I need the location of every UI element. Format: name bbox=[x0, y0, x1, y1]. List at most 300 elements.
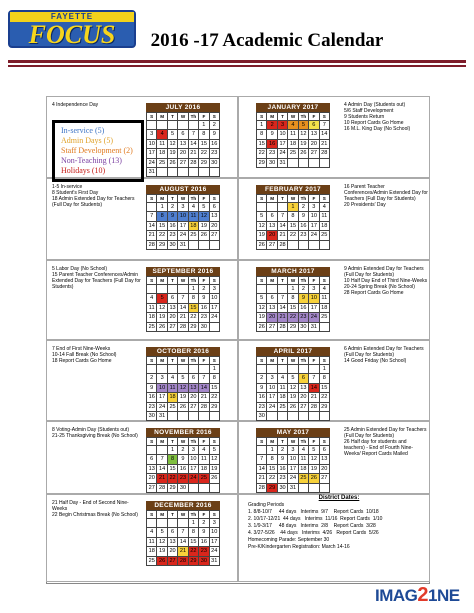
day-cell bbox=[299, 412, 309, 421]
notes-right bbox=[344, 427, 428, 457]
day-cell: 22 bbox=[199, 149, 209, 158]
day-cell: 2 bbox=[299, 285, 309, 294]
day-cell: 19 bbox=[199, 222, 209, 231]
day-cell: 9 bbox=[210, 130, 220, 139]
day-cell: 20 bbox=[178, 149, 188, 158]
day-cell: 27 bbox=[178, 159, 188, 168]
day-cell bbox=[288, 241, 298, 250]
month-grid bbox=[256, 356, 330, 421]
day-cell: 18 bbox=[278, 393, 288, 402]
weekday-header: Th bbox=[299, 277, 309, 285]
day-cell: 3 bbox=[210, 285, 220, 294]
day-cell: 22 bbox=[288, 231, 298, 240]
day-cell: 27 bbox=[320, 474, 330, 483]
day-cell: 13 bbox=[320, 455, 330, 464]
day-cell: 5 bbox=[288, 374, 298, 383]
day-cell: 27 bbox=[267, 323, 277, 332]
day-cell: 6 bbox=[168, 294, 178, 303]
day-cell: 30 bbox=[257, 412, 267, 421]
day-cell: 9 bbox=[257, 384, 267, 393]
month-calendar bbox=[256, 428, 330, 493]
day-cell bbox=[210, 241, 220, 250]
day-cell: 28 bbox=[309, 403, 319, 412]
note-line: 8 Student's First Day bbox=[52, 190, 99, 196]
day-cell: 30 bbox=[267, 159, 277, 168]
month-title: NOVEMBER 2016 bbox=[146, 428, 220, 437]
day-cell: 25 bbox=[320, 231, 330, 240]
day-cell: 7 bbox=[147, 212, 157, 221]
day-cell bbox=[147, 365, 157, 374]
day-cell: 1 bbox=[267, 446, 277, 455]
day-cell: 2 bbox=[257, 374, 267, 383]
day-cell: 16 bbox=[199, 304, 209, 313]
day-cell bbox=[199, 241, 209, 250]
day-cell: 19 bbox=[157, 547, 167, 556]
day-cell: 12 bbox=[257, 222, 267, 231]
day-cell: 12 bbox=[288, 384, 298, 393]
day-cell bbox=[157, 285, 167, 294]
day-cell: 15 bbox=[168, 465, 178, 474]
day-cell: 10 bbox=[278, 130, 288, 139]
day-cell: 30 bbox=[178, 484, 188, 493]
notes-left bbox=[52, 102, 140, 108]
day-cell: 23 bbox=[178, 474, 188, 483]
day-cell: 11 bbox=[320, 212, 330, 221]
day-cell: 4 bbox=[147, 294, 157, 303]
day-cell bbox=[199, 168, 209, 177]
legend-item: Admin Days (5) bbox=[61, 136, 113, 145]
day-cell: 12 bbox=[157, 538, 167, 547]
day-cell bbox=[267, 203, 277, 212]
weekday-header: S bbox=[257, 277, 267, 285]
day-cell bbox=[210, 484, 220, 493]
imagine-logo bbox=[375, 584, 460, 607]
note-line: 16 M.L. King Day (No School) bbox=[344, 126, 411, 132]
day-cell: 1 bbox=[320, 365, 330, 374]
day-cell: 19 bbox=[178, 393, 188, 402]
month-calendar bbox=[256, 103, 330, 168]
day-cell: 7 bbox=[199, 374, 209, 383]
day-cell: 13 bbox=[168, 304, 178, 313]
day-cell: 23 bbox=[199, 547, 209, 556]
day-cell: 17 bbox=[210, 304, 220, 313]
day-cell: 11 bbox=[299, 455, 309, 464]
day-cell: 17 bbox=[309, 222, 319, 231]
day-cell: 24 bbox=[189, 474, 199, 483]
day-cell: 24 bbox=[210, 313, 220, 322]
month-calendar bbox=[146, 267, 220, 332]
day-cell: 25 bbox=[147, 323, 157, 332]
weekday-header: W bbox=[178, 277, 188, 285]
day-cell: 26 bbox=[210, 474, 220, 483]
day-cell: 11 bbox=[320, 294, 330, 303]
weekday-header: M bbox=[157, 357, 167, 365]
day-cell bbox=[299, 484, 309, 493]
day-cell: 13 bbox=[299, 384, 309, 393]
weekday-header: S bbox=[320, 113, 330, 121]
day-cell: 5 bbox=[210, 446, 220, 455]
day-cell: 18 bbox=[199, 465, 209, 474]
weekday-header: W bbox=[178, 195, 188, 203]
month-grid bbox=[146, 194, 220, 250]
day-cell: 8 bbox=[320, 374, 330, 383]
page-title: 2016 -17 Academic Calendar bbox=[150, 30, 384, 51]
notes-right bbox=[344, 102, 428, 132]
day-cell: 5 bbox=[257, 294, 267, 303]
day-cell: 1 bbox=[288, 285, 298, 294]
day-cell: 21 bbox=[147, 231, 157, 240]
day-cell: 16 bbox=[299, 304, 309, 313]
legend-item: Non-Teaching (13) bbox=[61, 156, 122, 165]
district-line: 1. 8/8-10/7 44 days Interims 9/7 Report Cards 10/18 bbox=[248, 509, 379, 515]
day-cell: 10 bbox=[288, 455, 298, 464]
day-cell bbox=[157, 519, 167, 528]
note-line: 8 Voting-Admin Day (Students out) bbox=[52, 427, 129, 433]
day-cell: 22 bbox=[189, 547, 199, 556]
logo-top-text: FAYETTE bbox=[10, 12, 134, 22]
day-cell: 17 bbox=[189, 465, 199, 474]
day-cell: 4 bbox=[157, 130, 167, 139]
month-grid bbox=[256, 276, 330, 332]
weekday-header: T bbox=[168, 511, 178, 519]
note-line: 10 Report Cards Go Home bbox=[344, 120, 404, 126]
day-cell: 29 bbox=[267, 484, 277, 493]
weekday-header: S bbox=[147, 113, 157, 121]
weekday-header: F bbox=[309, 113, 319, 121]
notes-right bbox=[344, 184, 428, 208]
day-cell: 30 bbox=[147, 412, 157, 421]
note-line: 20 Presidents' Day bbox=[344, 202, 386, 208]
day-cell: 28 bbox=[147, 241, 157, 250]
day-cell bbox=[189, 365, 199, 374]
day-cell: 24 bbox=[147, 159, 157, 168]
day-cell: 4 bbox=[320, 285, 330, 294]
day-cell bbox=[309, 412, 319, 421]
day-cell bbox=[309, 159, 319, 168]
day-cell: 18 bbox=[320, 222, 330, 231]
day-cell bbox=[278, 412, 288, 421]
day-cell bbox=[257, 285, 267, 294]
day-cell: 21 bbox=[309, 393, 319, 402]
day-cell bbox=[147, 121, 157, 130]
month-title: SEPTEMBER 2016 bbox=[146, 267, 220, 276]
day-cell bbox=[309, 241, 319, 250]
day-cell: 18 bbox=[288, 140, 298, 149]
day-cell bbox=[178, 519, 188, 528]
note-line: 18 Admin Extended Day for Teachers (Full Day for Students) bbox=[52, 196, 135, 208]
day-cell: 4 bbox=[278, 374, 288, 383]
day-cell: 16 bbox=[168, 222, 178, 231]
day-cell: 23 bbox=[299, 231, 309, 240]
day-cell: 16 bbox=[278, 465, 288, 474]
day-cell: 26 bbox=[288, 403, 298, 412]
day-cell: 18 bbox=[147, 313, 157, 322]
weekday-header: Th bbox=[299, 113, 309, 121]
day-cell: 4 bbox=[320, 203, 330, 212]
day-cell: 2 bbox=[147, 374, 157, 383]
day-cell bbox=[178, 285, 188, 294]
day-cell: 20 bbox=[309, 140, 319, 149]
day-cell: 12 bbox=[210, 455, 220, 464]
weekday-header: S bbox=[147, 357, 157, 365]
day-cell: 21 bbox=[278, 313, 288, 322]
day-cell: 14 bbox=[189, 140, 199, 149]
day-cell: 23 bbox=[168, 231, 178, 240]
note-line: 21-25 Thanksgiving Break (No School) bbox=[52, 433, 138, 439]
day-cell: 21 bbox=[257, 474, 267, 483]
day-cell: 29 bbox=[189, 323, 199, 332]
weekday-header: S bbox=[210, 511, 220, 519]
month-title: JANUARY 2017 bbox=[256, 103, 330, 112]
day-cell: 10 bbox=[157, 384, 167, 393]
note-line: 9 Admin Extended Day for Teachers (Full Day for Students) bbox=[344, 266, 424, 278]
day-cell: 5 bbox=[299, 121, 309, 130]
day-cell: 8 bbox=[199, 130, 209, 139]
weekday-header: W bbox=[288, 357, 298, 365]
day-cell bbox=[257, 203, 267, 212]
day-cell: 28 bbox=[320, 149, 330, 158]
day-cell: 22 bbox=[189, 313, 199, 322]
day-cell bbox=[267, 412, 277, 421]
weekday-header: S bbox=[147, 277, 157, 285]
day-cell: 28 bbox=[157, 484, 167, 493]
day-cell bbox=[147, 446, 157, 455]
weekday-header: Th bbox=[189, 511, 199, 519]
day-cell: 25 bbox=[299, 474, 309, 483]
day-cell: 16 bbox=[210, 140, 220, 149]
weekday-header: T bbox=[278, 113, 288, 121]
weekday-header: M bbox=[157, 195, 167, 203]
notes-left-rest bbox=[52, 500, 142, 518]
weekday-header: T bbox=[278, 195, 288, 203]
weekday-header: F bbox=[199, 113, 209, 121]
day-cell: 3 bbox=[288, 446, 298, 455]
weekday-header: S bbox=[210, 113, 220, 121]
month-grid bbox=[146, 356, 220, 421]
day-cell: 27 bbox=[267, 241, 277, 250]
day-cell: 11 bbox=[288, 130, 298, 139]
day-cell: 8 bbox=[267, 455, 277, 464]
day-cell: 21 bbox=[178, 313, 188, 322]
day-cell: 8 bbox=[288, 294, 298, 303]
day-cell: 20 bbox=[267, 313, 277, 322]
district-dates-title: District Dates: bbox=[318, 495, 360, 501]
weekday-header: Th bbox=[299, 195, 309, 203]
weekday-header: M bbox=[267, 357, 277, 365]
day-cell: 11 bbox=[147, 304, 157, 313]
day-cell bbox=[168, 168, 178, 177]
month-title: MAY 2017 bbox=[256, 428, 330, 437]
day-cell: 9 bbox=[147, 384, 157, 393]
day-cell: 4 bbox=[189, 203, 199, 212]
day-cell: 13 bbox=[267, 304, 277, 313]
day-cell: 6 bbox=[320, 446, 330, 455]
day-cell: 10 bbox=[210, 294, 220, 303]
day-cell: 1 bbox=[210, 365, 220, 374]
month-calendar bbox=[256, 185, 330, 250]
weekday-header: W bbox=[288, 195, 298, 203]
month-grid bbox=[146, 437, 220, 493]
day-cell: 28 bbox=[257, 484, 267, 493]
day-cell: 10 bbox=[267, 384, 277, 393]
day-cell: 12 bbox=[299, 130, 309, 139]
district-line: Grading Periods bbox=[248, 502, 285, 508]
note-line: 22 Begin Christmas Break (No School) bbox=[52, 512, 138, 518]
day-cell: 7 bbox=[320, 121, 330, 130]
day-cell: 14 bbox=[178, 538, 188, 547]
day-cell bbox=[157, 121, 167, 130]
day-cell: 1 bbox=[199, 121, 209, 130]
day-cell: 30 bbox=[278, 484, 288, 493]
weekday-header: M bbox=[267, 277, 277, 285]
day-cell: 27 bbox=[147, 484, 157, 493]
month-title: OCTOBER 2016 bbox=[146, 347, 220, 356]
note-line: 4 Independence Day bbox=[52, 102, 99, 108]
weekday-header: W bbox=[178, 438, 188, 446]
day-cell: 13 bbox=[147, 465, 157, 474]
day-cell: 24 bbox=[309, 231, 319, 240]
day-cell bbox=[288, 365, 298, 374]
day-cell: 3 bbox=[309, 285, 319, 294]
day-cell bbox=[189, 168, 199, 177]
day-cell: 3 bbox=[157, 374, 167, 383]
weekday-header: M bbox=[157, 511, 167, 519]
weekday-header: F bbox=[199, 357, 209, 365]
day-cell bbox=[168, 365, 178, 374]
day-cell: 11 bbox=[157, 140, 167, 149]
day-cell: 9 bbox=[199, 294, 209, 303]
day-cell: 1 bbox=[168, 446, 178, 455]
weekday-header: W bbox=[288, 113, 298, 121]
day-cell: 18 bbox=[299, 465, 309, 474]
notes-right bbox=[344, 346, 428, 364]
day-cell: 29 bbox=[257, 159, 267, 168]
weekday-header: Th bbox=[299, 438, 309, 446]
note-line: 5/6 Staff Development bbox=[344, 108, 394, 114]
day-cell: 16 bbox=[147, 393, 157, 402]
day-cell: 17 bbox=[178, 222, 188, 231]
day-cell: 21 bbox=[278, 231, 288, 240]
day-cell: 2 bbox=[199, 285, 209, 294]
day-cell: 14 bbox=[320, 130, 330, 139]
day-cell: 30 bbox=[199, 557, 209, 566]
day-cell: 4 bbox=[147, 528, 157, 537]
weekday-header: S bbox=[147, 195, 157, 203]
day-cell: 31 bbox=[157, 412, 167, 421]
day-cell: 3 bbox=[278, 121, 288, 130]
weekday-header: Th bbox=[189, 195, 199, 203]
weekday-header: T bbox=[278, 357, 288, 365]
day-cell: 25 bbox=[189, 231, 199, 240]
note-line: 25 Admin Extended Day for Teachers (Full Day for Students) bbox=[344, 427, 427, 439]
day-cell: 4 bbox=[288, 121, 298, 130]
day-cell: 3 bbox=[210, 519, 220, 528]
weekday-header: W bbox=[178, 357, 188, 365]
day-cell: 19 bbox=[299, 140, 309, 149]
day-cell: 20 bbox=[299, 393, 309, 402]
day-cell: 22 bbox=[320, 393, 330, 402]
day-cell: 21 bbox=[320, 140, 330, 149]
month-title: APRIL 2017 bbox=[256, 347, 330, 356]
day-cell: 8 bbox=[189, 528, 199, 537]
day-cell: 7 bbox=[189, 130, 199, 139]
month-calendar bbox=[146, 347, 220, 421]
note-line: 20-24 Spring Break (No School) bbox=[344, 284, 415, 290]
day-cell: 26 bbox=[299, 149, 309, 158]
day-cell: 5 bbox=[168, 130, 178, 139]
day-cell: 17 bbox=[267, 393, 277, 402]
day-cell: 13 bbox=[309, 130, 319, 139]
day-cell: 25 bbox=[278, 403, 288, 412]
header-rule-thin bbox=[8, 65, 466, 67]
day-cell: 7 bbox=[257, 455, 267, 464]
day-cell: 16 bbox=[257, 393, 267, 402]
day-cell: 2 bbox=[210, 121, 220, 130]
note-line: 15 Parent Teacher Conferences/Admin Extended Day for Teachers (Full Day for Students) bbox=[52, 272, 141, 290]
weekday-header: S bbox=[320, 195, 330, 203]
note-line: 1-5 In-service bbox=[52, 184, 83, 190]
day-cell: 15 bbox=[189, 304, 199, 313]
day-cell: 11 bbox=[147, 538, 157, 547]
day-cell: 23 bbox=[210, 149, 220, 158]
day-cell: 31 bbox=[210, 557, 220, 566]
day-cell: 7 bbox=[278, 212, 288, 221]
month-title: AUGUST 2016 bbox=[146, 185, 220, 194]
day-cell: 20 bbox=[210, 222, 220, 231]
day-cell: 10 bbox=[210, 528, 220, 537]
note-line: 4 Admin Day (Students out) bbox=[344, 102, 406, 108]
weekday-header: S bbox=[210, 277, 220, 285]
day-cell: 9 bbox=[278, 455, 288, 464]
weekday-header: S bbox=[257, 113, 267, 121]
day-cell: 20 bbox=[320, 465, 330, 474]
day-cell: 5 bbox=[199, 203, 209, 212]
month-title: JULY 2016 bbox=[146, 103, 220, 112]
day-cell: 27 bbox=[210, 231, 220, 240]
day-cell: 22 bbox=[257, 149, 267, 158]
day-cell bbox=[309, 484, 319, 493]
district-dates bbox=[248, 494, 430, 551]
day-cell bbox=[147, 203, 157, 212]
day-cell: 15 bbox=[288, 304, 298, 313]
day-cell: 18 bbox=[168, 393, 178, 402]
day-cell: 24 bbox=[309, 313, 319, 322]
day-cell bbox=[147, 285, 157, 294]
note-line: 6 Admin Extended Day for Teachers (Full Day for Students) bbox=[344, 346, 424, 358]
day-cell: 6 bbox=[210, 203, 220, 212]
note-line: 28 Report Cards Go Home bbox=[344, 290, 404, 296]
imagine-logo-b: 2 bbox=[417, 584, 429, 606]
day-cell bbox=[178, 412, 188, 421]
day-cell: 27 bbox=[168, 323, 178, 332]
weekday-header: S bbox=[320, 438, 330, 446]
day-cell: 15 bbox=[288, 222, 298, 231]
weekday-header: W bbox=[178, 113, 188, 121]
day-cell bbox=[168, 285, 178, 294]
day-cell bbox=[178, 121, 188, 130]
day-cell: 11 bbox=[199, 455, 209, 464]
day-cell bbox=[299, 159, 309, 168]
weekday-header: S bbox=[147, 438, 157, 446]
day-cell bbox=[210, 323, 220, 332]
day-cell: 15 bbox=[199, 140, 209, 149]
day-cell: 22 bbox=[157, 231, 167, 240]
day-cell: 3 bbox=[309, 203, 319, 212]
day-cell: 2 bbox=[299, 203, 309, 212]
day-cell: 29 bbox=[320, 403, 330, 412]
day-cell: 20 bbox=[267, 231, 277, 240]
weekday-header: S bbox=[257, 357, 267, 365]
